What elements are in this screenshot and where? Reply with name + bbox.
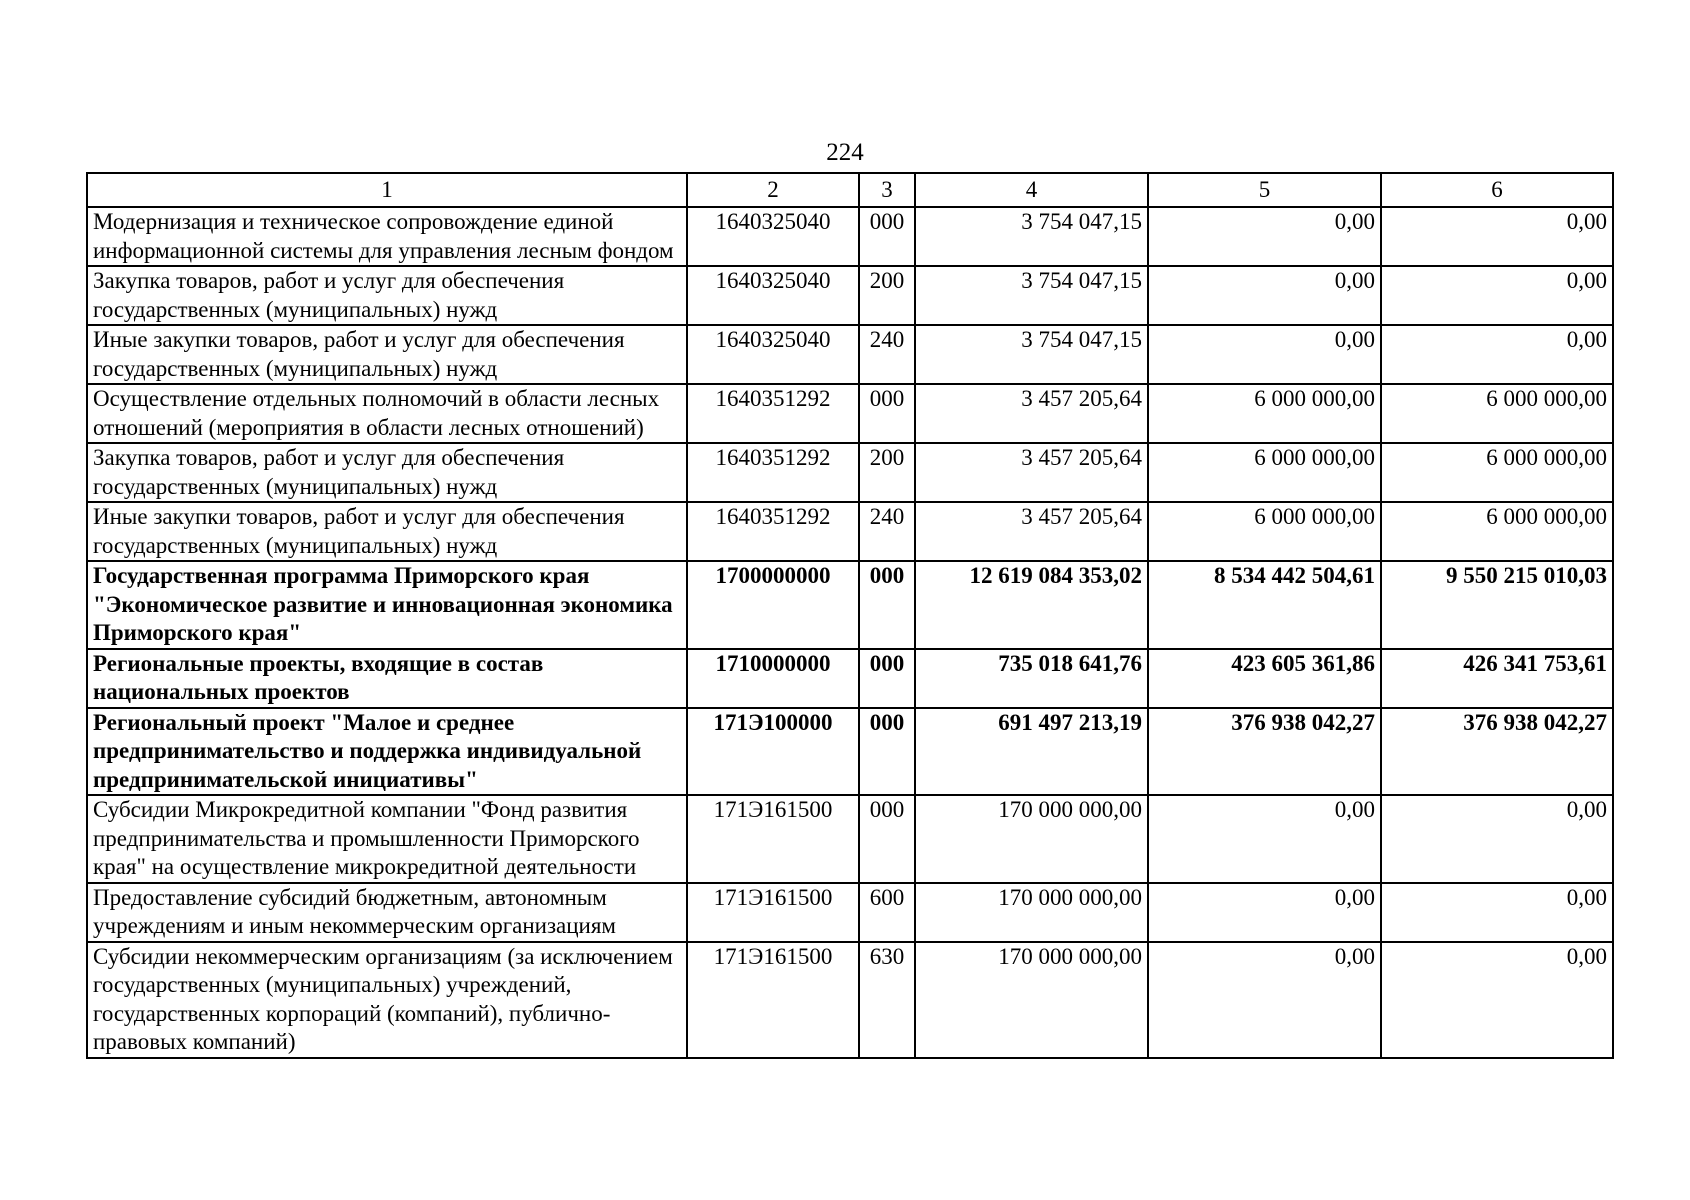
column-header: 1 [87,173,687,207]
row-expense-type: 000 [859,561,915,649]
row-value-col5: 8 534 442 504,61 [1148,561,1381,649]
row-value-col5: 0,00 [1148,266,1381,325]
table-header-row [87,173,1613,207]
table-row [87,266,1613,325]
row-value-col4: 735 018 641,76 [915,649,1148,708]
table-row [87,207,1613,266]
table-row [87,384,1613,443]
budget-table [86,172,1614,1059]
table-row [87,795,1613,883]
row-expense-type: 200 [859,443,915,502]
table-row [87,708,1613,796]
row-expense-type: 000 [859,649,915,708]
row-value-col6: 6 000 000,00 [1381,443,1613,502]
row-value-col4: 3 754 047,15 [915,266,1148,325]
row-target-code: 171Э161500 [687,883,859,942]
row-value-col6: 6 000 000,00 [1381,384,1613,443]
row-value-col5: 6 000 000,00 [1148,443,1381,502]
row-target-code: 171Э100000 [687,708,859,796]
row-name: Иные закупки товаров, работ и услуг для обеспечения государственных (муниципальных) нужд [87,502,687,561]
row-value-col5: 376 938 042,27 [1148,708,1381,796]
row-value-col4: 3 457 205,64 [915,384,1148,443]
row-value-col5: 6 000 000,00 [1148,384,1381,443]
row-expense-type: 000 [859,795,915,883]
row-name: Региональные проекты, входящие в состав национальных проектов [87,649,687,708]
row-target-code: 1640325040 [687,266,859,325]
row-name: Закупка товаров, работ и услуг для обеспечения государственных (муниципальных) нужд [87,266,687,325]
row-target-code: 1700000000 [687,561,859,649]
row-value-col4: 170 000 000,00 [915,795,1148,883]
row-target-code: 1640351292 [687,384,859,443]
row-target-code: 1640351292 [687,502,859,561]
column-header: 4 [915,173,1148,207]
table-row [87,502,1613,561]
table-row [87,942,1613,1058]
row-value-col4: 12 619 084 353,02 [915,561,1148,649]
row-name: Осуществление отдельных полномочий в области лесных отношений (мероприятия в области лесных отношений) [87,384,687,443]
row-target-code: 171Э161500 [687,942,859,1058]
row-expense-type: 240 [859,502,915,561]
row-value-col6: 6 000 000,00 [1381,502,1613,561]
row-expense-type: 000 [859,207,915,266]
row-name: Региональный проект "Малое и среднее предпринимательство и поддержка индивидуальной предпринимательской инициативы" [87,708,687,796]
table-row [87,325,1613,384]
row-value-col5: 0,00 [1148,795,1381,883]
row-target-code: 1640325040 [687,325,859,384]
row-value-col6: 0,00 [1381,942,1613,1058]
row-value-col6: 0,00 [1381,883,1613,942]
row-expense-type: 240 [859,325,915,384]
row-value-col5: 0,00 [1148,325,1381,384]
column-header: 2 [687,173,859,207]
row-value-col4: 170 000 000,00 [915,942,1148,1058]
table-row [87,649,1613,708]
row-name: Иные закупки товаров, работ и услуг для обеспечения государственных (муниципальных) нужд [87,325,687,384]
column-header: 5 [1148,173,1381,207]
column-header: 3 [859,173,915,207]
row-value-col5: 0,00 [1148,207,1381,266]
row-name: Предоставление субсидий бюджетным, автономным учреждениям и иным некоммерческим организациям [87,883,687,942]
row-target-code: 1640325040 [687,207,859,266]
table-row [87,561,1613,649]
row-value-col5: 423 605 361,86 [1148,649,1381,708]
row-value-col4: 3 754 047,15 [915,207,1148,266]
row-expense-type: 630 [859,942,915,1058]
row-target-code: 171Э161500 [687,795,859,883]
row-expense-type: 000 [859,708,915,796]
row-value-col4: 3 457 205,64 [915,502,1148,561]
row-value-col6: 376 938 042,27 [1381,708,1613,796]
row-name: Субсидии некоммерческим организациям (за исключением государственных (муниципальных) учреждений, государственных корпораций (компаний), публично-правовых компаний) [87,942,687,1058]
row-value-col6: 0,00 [1381,266,1613,325]
row-value-col4: 3 754 047,15 [915,325,1148,384]
row-target-code: 1710000000 [687,649,859,708]
table-row [87,883,1613,942]
table-row [87,443,1613,502]
row-value-col6: 0,00 [1381,207,1613,266]
row-name: Закупка товаров, работ и услуг для обеспечения государственных (муниципальных) нужд [87,443,687,502]
row-name: Субсидии Микрокредитной компании "Фонд развития предпринимательства и промышленности Приморского края" на осуществление микрокредитной деятельности [87,795,687,883]
row-expense-type: 600 [859,883,915,942]
row-value-col5: 6 000 000,00 [1148,502,1381,561]
row-expense-type: 000 [859,384,915,443]
row-value-col6: 426 341 753,61 [1381,649,1613,708]
row-target-code: 1640351292 [687,443,859,502]
row-value-col4: 3 457 205,64 [915,443,1148,502]
row-value-col6: 9 550 215 010,03 [1381,561,1613,649]
row-name: Модернизация и техническое сопровождение единой информационной системы для управления лесным фондом [87,207,687,266]
row-value-col4: 691 497 213,19 [915,708,1148,796]
row-value-col5: 0,00 [1148,942,1381,1058]
row-value-col5: 0,00 [1148,883,1381,942]
row-value-col6: 0,00 [1381,325,1613,384]
row-expense-type: 200 [859,266,915,325]
column-header: 6 [1381,173,1613,207]
row-value-col4: 170 000 000,00 [915,883,1148,942]
page-number: 224 [826,139,864,166]
row-value-col6: 0,00 [1381,795,1613,883]
row-name: Государственная программа Приморского края "Экономическое развитие и инновационная экономика Приморского края" [87,561,687,649]
